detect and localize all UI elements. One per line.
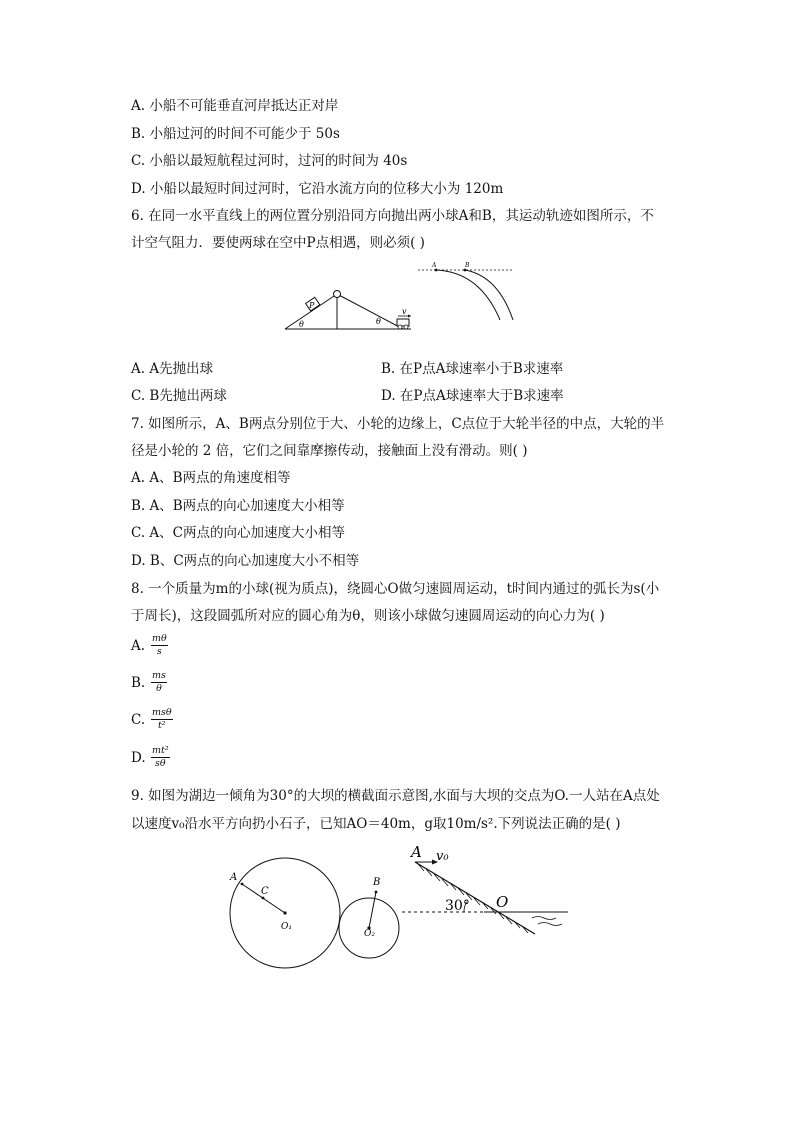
wheel-label-a: A: [230, 872, 238, 883]
q8-stem-line1: 8. 一个质量为m的小球(视为质点)，绕圆心O做匀速圆周运动，t时间内通过的弧长为s(小: [131, 581, 660, 597]
q5-option-d: D. 小船以最短时间过河时，它沿水流方向的位移大小为 120m: [131, 181, 504, 197]
trajectory-label-a: A: [432, 262, 437, 269]
q6-option-d: D. 在P点A球速率大于B求速率: [381, 388, 564, 404]
q8-option-d-denominator: sθ: [155, 758, 166, 769]
q8-option-b-label: B.: [131, 674, 146, 691]
q8-stem-line2: 于周长)，这段圆弧所对应的圆心角为θ，则该小球做匀速圆周运动的向心力为( ): [131, 608, 605, 624]
q5-option-a: A. 小船不可能垂直河岸抵达正对岸: [131, 98, 339, 114]
wheel-label-o1: O₁: [281, 922, 292, 932]
q7-option-c: C. A、C两点的向心加速度大小相等: [131, 525, 346, 541]
q8-option-c-label: C.: [131, 711, 146, 728]
incline-label-p: P: [309, 301, 315, 310]
q8-option-a: [131, 634, 168, 657]
wheels-diagram: [228, 858, 408, 973]
incline-label-theta-left: θ: [299, 320, 304, 329]
q5-option-c: C. 小船以最短航程过河时，过河的时间为 40s: [131, 153, 408, 169]
q6-option-b: B. 在P点A球速率小于B求速率: [381, 361, 564, 377]
q8-option-c: [131, 708, 173, 731]
q7-stem-line1: 7. 如图所示，A、B两点分别位于大、小轮的边缘上，C点位于大轮半径的中点，大轮的半: [131, 416, 665, 432]
incline-label-v: v: [402, 307, 407, 316]
trajectory-diagram: [418, 262, 518, 324]
q9-stem-line1: 9. 如图为湖边一倾角为30°的大坝的横截面示意图,水面与大坝的交点为O.一人站在A点处: [131, 788, 660, 804]
q8-option-a-numerator: mθ: [152, 633, 167, 644]
q8-option-a-label: A.: [131, 637, 146, 654]
incline-label-theta-right: θ: [376, 317, 381, 326]
q5-option-b: B. 小船过河的时间不可能少于 50s: [131, 126, 340, 142]
q8-option-a-denominator: s: [156, 646, 162, 657]
q8-option-b-fraction: [151, 671, 167, 694]
dam-diagram: [398, 838, 573, 953]
dam-label-a: A: [411, 843, 422, 861]
q9-stem-line2: 以速度v₀沿水平方向扔小石子，已知AO＝40m，g取10m/s².下列说法正确的是( ): [131, 816, 621, 832]
q8-option-c-numerator: msθ: [152, 707, 172, 718]
q7-option-a: A. A、B两点的角速度相等: [131, 470, 291, 486]
q8-option-d-numerator: mt²: [152, 745, 169, 756]
q8-option-b-numerator: ms: [152, 670, 166, 681]
q6-option-a: A. A先抛出球: [131, 361, 214, 377]
q8-option-c-denominator: t²: [157, 720, 166, 731]
wheel-label-b: B: [373, 877, 381, 888]
q6-option-c: C. B先抛出两球: [131, 388, 227, 404]
q8-option-b: [131, 671, 167, 694]
dam-label-o: O: [496, 893, 509, 911]
q8-option-d-label: D.: [131, 749, 146, 766]
q7-option-b: B. A、B两点的向心加速度大小相等: [131, 498, 345, 514]
incline-diagram: [285, 286, 415, 332]
dam-label-v0: v₀: [436, 849, 449, 864]
q6-stem-line1: 6. 在同一水平直线上的两位置分别沿同方向抛出两小球A和B，其运动轨迹如图所示，不: [131, 208, 654, 224]
dam-label-angle: 30°: [445, 898, 470, 914]
q8-option-d: [131, 746, 170, 769]
q8-option-b-denominator: θ: [156, 683, 162, 694]
trajectory-label-b: B: [465, 262, 470, 269]
q8-option-d-fraction: [151, 746, 170, 769]
wheel-label-c: C: [261, 886, 269, 897]
q8-option-c-fraction: [151, 708, 173, 731]
wheel-label-o2: O₂: [364, 929, 375, 939]
q8-option-a-fraction: [151, 634, 168, 657]
q7-stem-line2: 径是小轮的 2 倍，它们之间靠摩擦传动，接触面上没有滑动。则( ): [131, 443, 528, 459]
q6-stem-line2: 计空气阻力．要使两球在空中P点相遇，则必须( ): [131, 235, 425, 251]
q7-option-d: D. B、C两点的向心加速度大小不相等: [131, 553, 360, 569]
